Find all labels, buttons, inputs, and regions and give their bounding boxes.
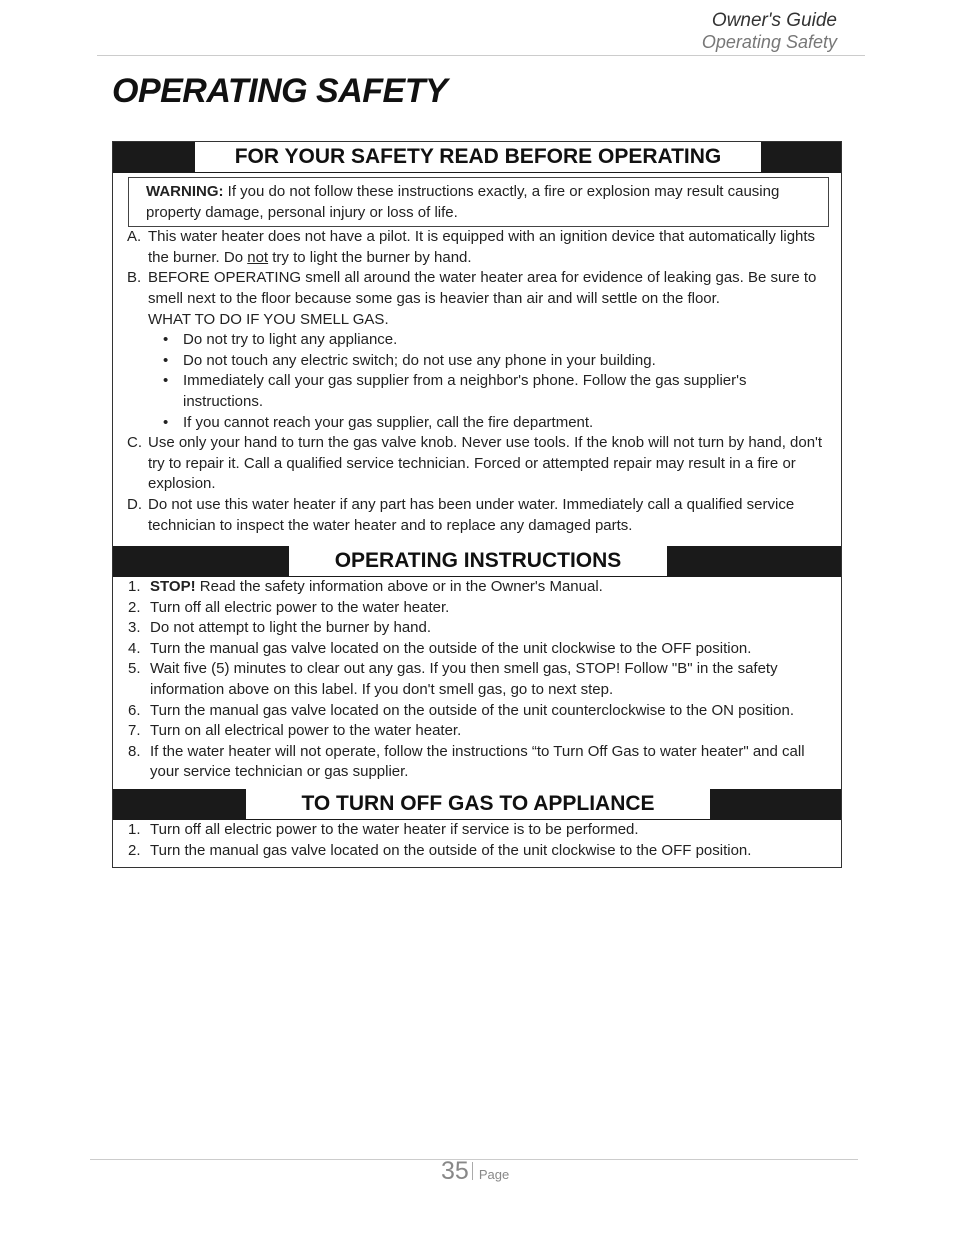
- smell-gas-bullets: [113, 330, 841, 433]
- operating-step: [113, 577, 841, 598]
- operating-heading-bar: [113, 546, 841, 577]
- warning-label: WARNING:: [146, 183, 224, 200]
- bullet-text: Do not try to light any appliance.: [183, 331, 398, 349]
- safety-label-box: [112, 141, 842, 868]
- turnoff-heading-bar: [113, 789, 841, 820]
- smell-gas-subhead: WHAT TO DO IF YOU SMELL GAS.: [148, 310, 389, 328]
- turnoff-step: [113, 841, 841, 862]
- turnoff-heading: TO TURN OFF GAS TO APPLIANCE: [246, 789, 710, 819]
- operating-step: [113, 659, 841, 700]
- bullet-item: [113, 371, 841, 412]
- page-title: OPERATING SAFETY: [112, 72, 448, 110]
- operating-step: [113, 701, 841, 722]
- step-text: If the water heater will not operate, follow the instructions “to Turn Off Gas to water heater" and call your service technician or gas supplier.: [150, 742, 805, 781]
- turnoff-steps: [113, 820, 841, 867]
- step-number: 6.: [128, 701, 141, 719]
- step-number: 2.: [128, 841, 141, 859]
- emphasis-not: not: [247, 248, 269, 266]
- step-number: 1.: [128, 821, 141, 839]
- warning-text: If you do not follow these instructions exactly, a fire or explosion may result causing property damage, personal injury or loss of life.: [146, 183, 780, 221]
- item-text: Use only your hand to turn the gas valve knob. Never use tools. If the knob will not turn by hand, don't try to repair it. Call a qualified service technician. Forced or attempted repair may result in a fire or explosion.: [148, 434, 823, 493]
- step-text: Turn on all electrical power to the water heater.: [150, 722, 462, 740]
- page-separator: [472, 1162, 473, 1180]
- item-marker: A.: [127, 228, 142, 246]
- bullet-item: [113, 351, 841, 372]
- operating-step: [113, 742, 841, 783]
- step-text: Read the safety information above or in the Owner's Manual.: [195, 578, 603, 596]
- step-text: Do not attempt to light the burner by hand.: [150, 619, 432, 637]
- item-text: This water heater does not have a pilot. It is equipped with an ignition device that automatically lights the burner. Do: [148, 228, 816, 266]
- safety-list-cont: [113, 433, 841, 546]
- step-number: 8.: [128, 742, 141, 760]
- safety-heading-bar: [113, 142, 841, 173]
- operating-step: [113, 721, 841, 742]
- step-number: 2.: [128, 598, 141, 616]
- item-marker: B.: [127, 269, 142, 287]
- safety-list: [113, 227, 841, 330]
- step-text: Turn off all electric power to the water heater if service is to be performed.: [150, 821, 639, 839]
- safety-item-c: [113, 433, 841, 495]
- safety-heading: FOR YOUR SAFETY READ BEFORE OPERATING: [195, 142, 761, 172]
- operating-step: [113, 639, 841, 660]
- header-divider: [97, 55, 865, 56]
- operating-step: [113, 598, 841, 619]
- guide-title: Owner's Guide: [711, 10, 837, 31]
- item-text: BEFORE OPERATING smell all around the water heater area for evidence of leaking gas. Be sure to smell next to the floor because some gas is heavier than air and will settle on the floor.: [148, 269, 817, 307]
- step-text: Wait five (5) minutes to clear out any gas. If you then smell gas, STOP! Follow "B" in the safety information above on this label. If you don't smell gas, go to next step.: [150, 660, 778, 699]
- safety-item-a: [113, 227, 841, 268]
- operating-heading: OPERATING INSTRUCTIONS: [289, 546, 667, 576]
- step-number: 5.: [128, 660, 141, 678]
- item-marker: C.: [127, 434, 142, 452]
- turnoff-step: [113, 820, 841, 841]
- bullet-item: [113, 413, 841, 434]
- item-text: try to light the burner by hand.: [268, 248, 472, 266]
- page-footer: [441, 1157, 509, 1186]
- safety-section: [113, 177, 841, 546]
- step-text: Turn the manual gas valve located on the outside of the unit clockwise to the OFF position.: [150, 639, 752, 657]
- stop-label: STOP!: [150, 578, 196, 596]
- safety-item-b: [113, 268, 841, 330]
- step-number: 1.: [128, 578, 141, 596]
- bullet-icon: •: [163, 372, 169, 390]
- bullet-text: If you cannot reach your gas supplier, call the fire department.: [183, 413, 594, 431]
- bullet-text: Do not touch any electric switch; do not use any phone in your building.: [183, 351, 656, 369]
- page-number: 35: [441, 1157, 469, 1185]
- step-number: 3.: [128, 619, 141, 637]
- page-word: Page: [478, 1167, 510, 1182]
- safety-item-d: [113, 495, 841, 536]
- bullet-text: Immediately call your gas supplier from a neighbor's phone. Follow the gas supplier's instructions.: [183, 372, 747, 410]
- item-marker: D.: [127, 495, 142, 513]
- item-text: Do not use this water heater if any part has been under water. Immediately call a qualified service technician to inspect the water heater and to replace any damaged parts.: [148, 495, 795, 534]
- step-text: Turn off all electric power to the water heater.: [150, 598, 450, 616]
- step-text: Turn the manual gas valve located on the outside of the unit clockwise to the OFF position.: [150, 841, 752, 859]
- warning-box: [128, 177, 829, 227]
- step-text: Turn the manual gas valve located on the outside of the unit counterclockwise to the ON position.: [150, 701, 794, 719]
- section-title: Operating Safety: [701, 32, 837, 52]
- bullet-item: [113, 330, 841, 351]
- step-number: 7.: [128, 722, 141, 740]
- running-header: [702, 10, 837, 53]
- bullet-icon: •: [163, 351, 169, 369]
- step-number: 4.: [128, 639, 141, 657]
- operating-step: [113, 618, 841, 639]
- bullet-icon: •: [163, 413, 169, 431]
- operating-steps: [113, 577, 841, 789]
- bullet-icon: •: [163, 331, 169, 349]
